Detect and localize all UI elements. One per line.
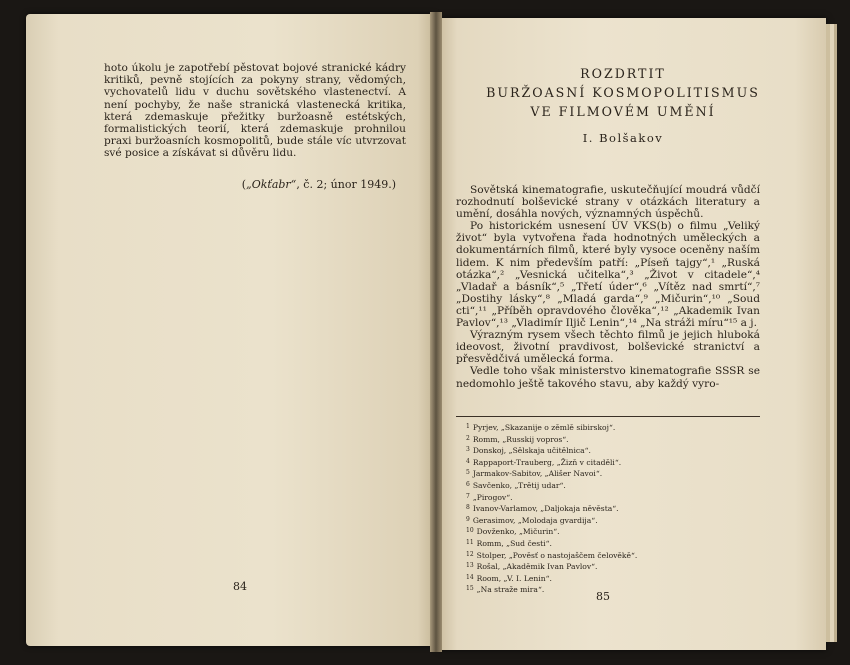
body-paragraph: Po historickém usnesení ÚV VKS(b) o filmu „Veliký život“ byla vytvořena řada hodnotných uměleckých a dokumentárních filmů, které byly vysoce oceněny naším lidem. K nim především patří: „Píseň tajgy“,¹ „Ruská otázka“,² „Vesnická učitelka“,³ „Život v citadele“,⁴ „Vladař a básník“,⁵ „Třetí úder“,⁶ „Vítěz nad smrtí“,⁷ „Dostihy lásky“,⁸ „Mladá garda“,⁹ „Mičurin“,¹⁰ „Soud cti“,¹¹ „Příběh opravdového člověka“,¹² „Akademik Ivan Pavlov“,¹³ „Vladimír Iljič Lenin“,¹⁴ „Na stráži míru“¹⁵ a j. (456, 220, 760, 330)
footnote (466, 480, 756, 492)
left-paragraph (104, 62, 406, 160)
footnote-number: 11 (466, 538, 474, 546)
footnote (466, 457, 756, 469)
left-paragraph-text: hoto úkolu je zapotřebí pěstovat bojové stranické kádry kritiků, pevně stojících za pokyny strany, vědomých, vychovatelů lidu v duchu sovětského vlastenectví. A není pochyby, že naše stranická vlastenecká kritika, která zdemaskuje přežitky buržoasně estétských, formalistických teorií, která zdemaskuje prohnilou praxi buržoasních kosmopolitů, bude stále víc utvrzovat své posice a získávat si důvěru lidu. (104, 62, 406, 160)
title-line: BURŽOASNÍ KOSMOPOLITISMUS (486, 85, 760, 100)
footnote (466, 573, 756, 585)
footnote (466, 515, 756, 527)
footnotes (466, 422, 756, 596)
footnote-number: 3 (466, 446, 470, 454)
footnote-number: 15 (466, 585, 474, 593)
footnote-number: 2 (466, 434, 470, 442)
footnote-number: 5 (466, 469, 470, 477)
body-paragraph: Vedle toho však ministerstvo kinematografie SSSR se nedomohlo ještě takového stavu, aby každý vyro- (456, 365, 760, 390)
title-line: VE FILMOVÉM UMĚNÍ (530, 104, 716, 119)
page-number-left: 84 (233, 580, 247, 593)
article-body (456, 184, 760, 390)
footnote-text: Savčenko, „Trětij udar“. (472, 480, 566, 490)
footnote-text: Ivanov-Varlamov, „Daljokaja něvěsta“. (472, 504, 619, 514)
footnote (466, 526, 756, 538)
footnote-text: Gerasimov, „Molodaja gvardija“. (472, 515, 598, 525)
footnote-text: Romm, „Sud česti“. (476, 538, 552, 548)
footnote-number: 7 (466, 492, 470, 500)
footnote-divider (456, 416, 760, 417)
footnote-number: 13 (466, 562, 474, 570)
page-edges (834, 24, 837, 642)
footnote (466, 584, 756, 596)
body-paragraph: Sovětská kinematografie, uskutečňující moudrá vůdčí rozhodnutí bolševické strany v otázkách literatury a umění, dosáhla nových, významných úspěchů. (456, 184, 760, 221)
footnote (466, 550, 756, 562)
footnote-text: „Na straže mira“. (476, 585, 545, 595)
footnote-number: 4 (466, 457, 470, 465)
footnote-text: „Pirogov“. (472, 492, 513, 502)
footnote (466, 468, 756, 480)
source-rest: , č. 2; únor 1949.) (296, 178, 396, 191)
footnote (466, 445, 756, 457)
footnote (466, 538, 756, 550)
footnote-text: Rošal, „Akaděmik Ivan Pavlov“. (476, 562, 598, 572)
page-number-right: 85 (596, 590, 610, 603)
footnote (466, 561, 756, 573)
title-line: ROZDRTIT (580, 66, 666, 81)
source-title: „Okťabr“ (246, 178, 297, 191)
footnote (466, 492, 756, 504)
footnote-number: 1 (466, 423, 470, 430)
author-name: I. Bolšakov (582, 131, 664, 145)
footnote (466, 434, 756, 446)
footnote-number: 8 (466, 504, 470, 512)
footnote-text: Room, „V. I. Lenin“. (476, 573, 552, 583)
footnote-text: Donskoj, „Sělskaja učitělnica“. (472, 446, 591, 456)
footnote-number: 10 (466, 527, 474, 535)
article-title (468, 64, 778, 145)
footnote-number: 6 (466, 480, 470, 488)
footnote-text: Dovženko, „Mičurin“. (476, 527, 560, 537)
footnote-number: 9 (466, 515, 470, 523)
source-open: ( (241, 178, 247, 191)
footnote-number: 14 (466, 573, 474, 581)
footnote-text: Pyrjev, „Skazanije o zěmlě sibirskoj“. (472, 423, 616, 432)
footnote (466, 422, 756, 434)
footnote-text: Stolper, „Pověsť o nastojaščem čelověkě“. (476, 550, 638, 560)
footnote-number: 12 (466, 550, 474, 558)
footnote-text: Rappaport-Trauberg, „Žizň v citaděli“. (472, 457, 622, 467)
footnote-text: Romm, „Russkij vopros“. (472, 434, 569, 444)
source-citation (104, 178, 396, 191)
book-gutter (430, 12, 442, 652)
body-paragraph: Výrazným rysem všech těchto filmů je jejich hluboká ideovost, životní pravdivost, bolševické stranictví a přesvědčivá umělecká forma. (456, 329, 760, 366)
footnote-text: Jarmakov-Sabitov, „Ališer Navoi“. (472, 469, 603, 479)
footnote (466, 503, 756, 515)
